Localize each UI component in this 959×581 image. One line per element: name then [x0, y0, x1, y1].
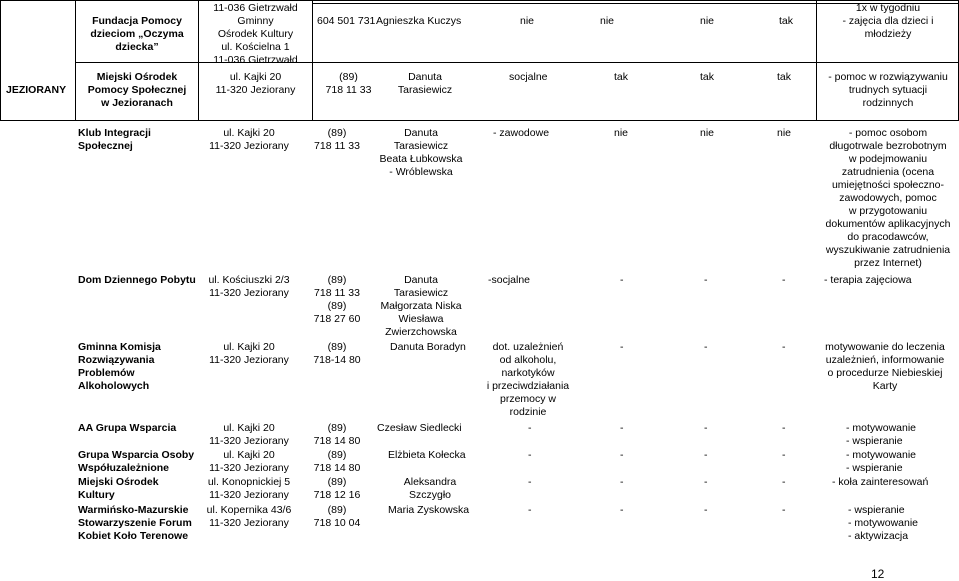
row2-address: ul. Kajki 20 11-320 Jeziorany [209, 127, 289, 152]
row2-type: - zawodowe [493, 127, 550, 139]
row3-c1: - [620, 274, 624, 286]
row2-person: Danuta Tarasiewicz Beata Łubkowska - Wróblewska [379, 127, 463, 178]
row2-c3: nie [777, 127, 792, 139]
row2-c2: nie [700, 127, 715, 139]
row3-type: -socjalne [488, 274, 531, 286]
page-number: 12 [871, 567, 885, 581]
row7-name: Miejski Ośrodek Kultury [78, 476, 159, 501]
row4-c3: - [782, 341, 786, 353]
row3-person: Danuta Tarasiewicz Małgorzata Niska Wiesława Zwierzchowska [380, 274, 462, 338]
row7-phone: (89) 718 12 16 [313, 476, 361, 501]
row6-name: Grupa Wsparcia Osoby Współuzależnione [78, 449, 195, 474]
row5-c2: - [704, 422, 708, 434]
row5-person: Czesław Siedlecki [377, 422, 462, 434]
row8-address: ul. Kopernika 43/6 11-320 Jeziorany [206, 504, 292, 529]
row3-c3: - [782, 274, 786, 286]
row0-c4: tak [779, 15, 794, 27]
row5-type: - [528, 422, 532, 434]
row8-phone: (89) 718 10 04 [313, 504, 361, 529]
row8-notes: - wspieranie - motywowanie - aktywizacja [848, 504, 919, 542]
row5-phone: (89) 718 14 80 [313, 422, 361, 447]
row8-type: - [528, 504, 532, 516]
row2-phone: (89) 718 11 33 [314, 127, 360, 152]
row4-name: Gminna Komisja Rozwiązywania Problemów Alkoholowych [78, 341, 161, 392]
row8-c1: - [620, 504, 624, 516]
row3-name: Dom Dziennego Pobytu [78, 274, 196, 286]
row5-c1: - [620, 422, 624, 434]
row4-c1: - [620, 341, 624, 353]
row6-notes: - motywowanie - wspieranie [846, 449, 917, 474]
row4-phone: (89) 718-14 80 [313, 341, 361, 366]
row3-address: ul. Kościuszki 2/3 11-320 Jeziorany [208, 274, 290, 299]
row7-type: - [528, 476, 532, 488]
row0-person: Agnieszka Kuczys [376, 15, 462, 27]
row7-c3: - [782, 476, 786, 488]
row1-c2: tak [700, 71, 715, 83]
row5-c3: - [782, 422, 786, 434]
row6-c1: - [620, 449, 624, 461]
row7-person: Aleksandra Szczygło [403, 476, 457, 501]
row0-address: 11-036 Gietrzwałd Gminny Ośrodek Kultury ul. Kościelna 1 11-036 Gietrzwałd [213, 2, 298, 66]
row1-phone: (89) 718 11 33 [325, 71, 372, 96]
row5-address: ul. Kajki 20 11-320 Jeziorany [209, 422, 289, 447]
table-bottom-border [0, 120, 959, 121]
row5-notes: - motywowanie - wspieranie [846, 422, 917, 447]
row0-name: Fundacja Pomocy dzieciom „Oczyma dziecka” [90, 15, 184, 53]
row1-c3: tak [777, 71, 792, 83]
col-border-0 [0, 0, 1, 120]
row4-person: Danuta Boradyn [390, 341, 466, 353]
row8-c2: - [704, 504, 708, 516]
row6-address: ul. Kajki 20 11-320 Jeziorany [209, 449, 289, 474]
row8-name: Warmińsko-Mazurskie Stowarzyszenie Forum Kobiet Koło Terenowe [78, 504, 192, 542]
row0-c2: nie [600, 15, 615, 27]
row3-c2: - [704, 274, 708, 286]
row1-address: ul. Kajki 20 11-320 Jeziorany [215, 71, 296, 96]
row6-phone: (89) 718 14 80 [313, 449, 361, 474]
row1-name: Miejski Ośrodek Pomocy Społecznej w Jezioranach [87, 71, 187, 109]
row2-c1: nie [614, 127, 629, 139]
row4-address: ul. Kajki 20 11-320 Jeziorany [209, 341, 289, 366]
row1-c1: tak [614, 71, 629, 83]
row7-c2: - [704, 476, 708, 488]
row0-c3: nie [700, 15, 715, 27]
row7-address: ul. Konopnickiej 5 11-320 Jeziorany [207, 476, 291, 501]
district-label: JEZIORANY [6, 84, 67, 96]
row6-c3: - [782, 449, 786, 461]
row0-c1: nie [520, 15, 535, 27]
row4-c2: - [704, 341, 708, 353]
row6-type: - [528, 449, 532, 461]
row0-phone: 604 501 731 [317, 15, 376, 27]
col-border-9 [816, 0, 817, 120]
row7-c1: - [620, 476, 624, 488]
row8-person: Maria Zyskowska [388, 504, 470, 516]
row3-notes: - terapia zajęciowa [824, 274, 912, 286]
row3-phone: (89) 718 11 33 (89) 718 27 60 [313, 274, 361, 325]
row0-notes: 1x w tygodniu - zajęcia dla dzieci i młodzieży [842, 2, 934, 40]
row6-person: Elżbieta Kołecka [388, 449, 466, 461]
row1-person: Danuta Tarasiewicz [397, 71, 453, 96]
row4-type: dot. uzależnień od alkoholu, narkotyków i przeciwdziałania przemocy w rodzinie [486, 341, 570, 418]
row6-c2: - [704, 449, 708, 461]
row4-notes: motywowanie do leczenia uzależnień, informowanie o procedurze Niebieskiej Karty [825, 341, 945, 392]
row2-name: Klub Integracji Społecznej [78, 127, 151, 152]
row1-notes: - pomoc w rozwiązywaniu trudnych sytuacji rodzinnych [828, 71, 948, 109]
row2-notes: - pomoc osobom długotrwale bezrobotnym w podejmowaniu zatrudnienia (ocena umiejętności społeczno- zawodowych, pomoc w przygotowaniu dokumentów aplikacyjnych do pracodawców, wyszukiwanie zatrudnienia przez Internet) [825, 127, 951, 269]
col-border-3 [312, 0, 313, 120]
row8-c3: - [782, 504, 786, 516]
row5-name: AA Grupa Wsparcia [78, 422, 177, 434]
row1-type: socjalne [509, 71, 548, 83]
row7-notes: - koła zainteresowań [832, 476, 929, 488]
